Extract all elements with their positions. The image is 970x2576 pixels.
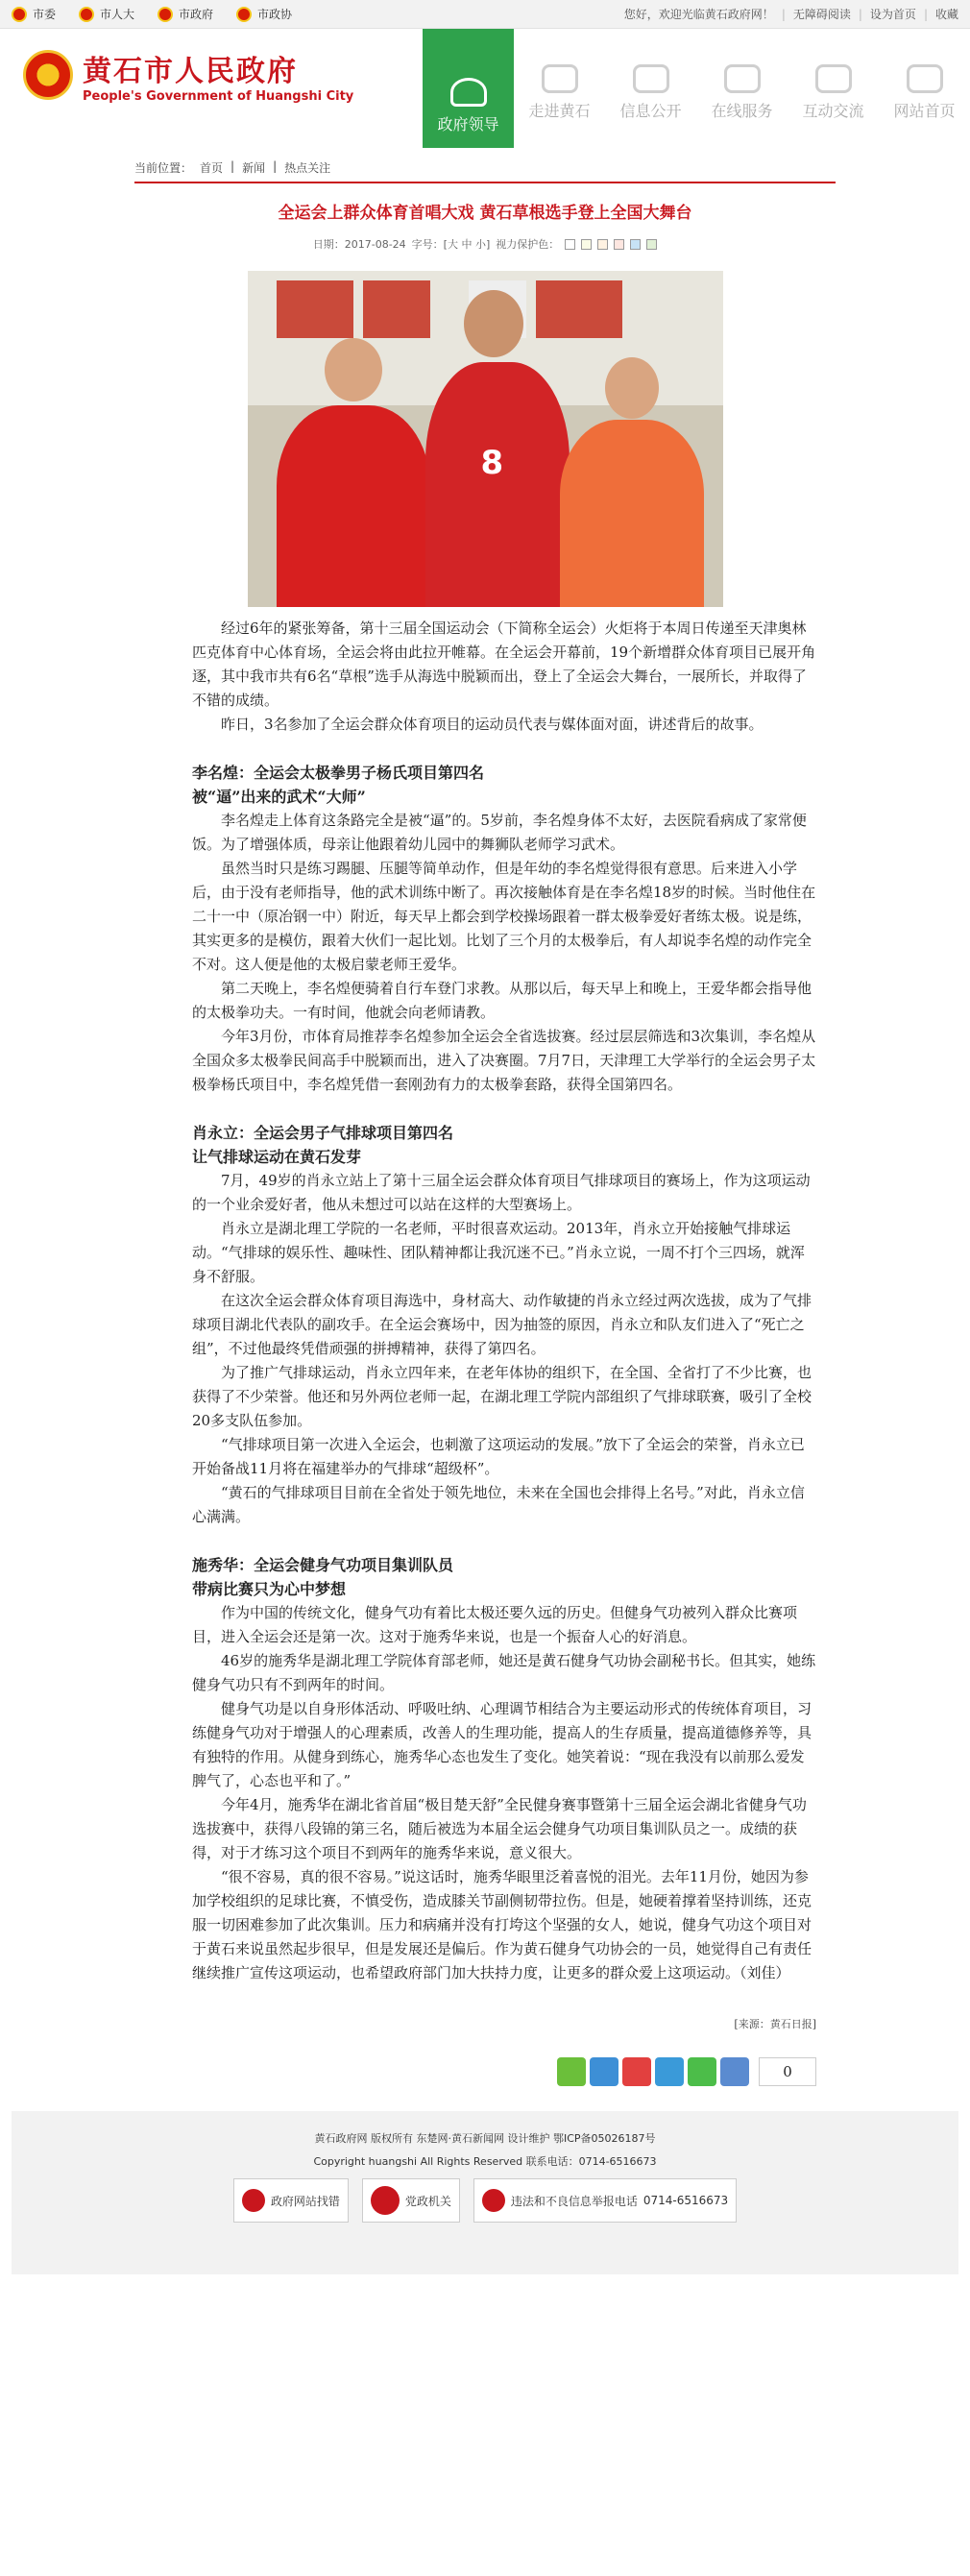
accessible-link[interactable]: 无障碍阅读 <box>792 8 851 21</box>
section-heading: 肖永立：全运会男子气排球项目第四名 <box>192 1124 454 1142</box>
section-subheading: 带病比赛只为心中梦想 <box>192 1580 347 1598</box>
paragraph: 虽然当时只是练习踢腿、压腿等简单动作，但是年幼的李名煌觉得很有意思。后来进入小学后，由于没有老师指导，他的武术训练中断了。再次接触体育是在李名煌18岁的时候。当时他住在二十一中（原冶钢一中）附近，每天早上都会到学校操场跟着一群太极拳爱好者练太极。说是练，其实更多的是模仿，跟着大伙们一起比划。比划了三个月的太极拳后，有人却说李名煌的动作完全不对。这人便是他的太极启蒙老师王爱华。 <box>192 860 816 973</box>
section-subheading: 让气排球运动在黄石发芽 <box>192 1148 362 1166</box>
share-qzone-icon[interactable] <box>590 2057 618 2086</box>
breadcrumb-home[interactable]: 首页 <box>200 161 224 175</box>
paragraph: 肖永立是湖北理工学院的一名老师，平时很喜欢运动。2013年，肖永立开始接触气排球运动。“气排球的娱乐性、趣味性、团队精神都让我沉迷不已。”肖永立说，一周不打个三四场，就浑身不舒服。 <box>192 1220 805 1285</box>
person-icon <box>450 78 487 107</box>
color-swatch-peach[interactable] <box>597 239 608 250</box>
breadcrumb-sep: | <box>273 159 278 173</box>
topbar <box>0 0 970 29</box>
welcome-text: 您好，欢迎光临黄石政府网！ <box>623 8 774 21</box>
share-renren-icon[interactable] <box>720 2057 749 2086</box>
photo-person-left <box>277 405 430 607</box>
paragraph: 作为中国的传统文化，健身气功有着比太极还要久远的历史。但健身气功被列入群众比赛项目，进入全运会还是第一次。这对于施秀华来说，也是一个振奋人心的好消息。 <box>192 1604 798 1645</box>
photo-person-center <box>425 362 570 607</box>
share-more-icon[interactable] <box>557 2057 586 2086</box>
article-title: 全运会上群众体育首唱大戏 黄石草根选手登上全国大舞台 <box>278 204 692 223</box>
photo-board <box>536 280 622 338</box>
badge-party-organ[interactable]: 党政机关 <box>362 2178 460 2223</box>
home-icon <box>907 64 943 93</box>
badge-error-report[interactable]: 政府网站找错 <box>233 2178 349 2223</box>
paragraph: 46岁的施秀华是湖北理工学院体育部老师，她还是黄石健身气功协会副秘书长。但其实，她练健身气功只有不到两年的时间。 <box>192 1652 816 1693</box>
divider: | <box>858 7 862 21</box>
paragraph: 7月，49岁的肖永立站上了第十三届全运会群众体育项目气排球项目的赛场上，作为这项运动的一个业余爱好者，他从未想过可以站在这样的大型赛场上。 <box>192 1172 811 1213</box>
nav-home[interactable]: 网站首页 <box>879 63 970 121</box>
share-weibo-icon[interactable] <box>622 2057 651 2086</box>
top-right <box>624 6 958 22</box>
share-tqq-icon[interactable] <box>655 2057 684 2086</box>
color-swatch-blue[interactable] <box>630 239 641 250</box>
paragraph: “黄石的气排球项目目前在全省处于领先地位，未来在全国也会排得上名号。”对此，肖永立信心满满。 <box>192 1484 805 1525</box>
color-swatch-cream[interactable] <box>581 239 592 250</box>
logo-text <box>83 47 353 104</box>
nav-interaction[interactable]: 互动交流 <box>788 63 879 121</box>
article-body <box>192 617 816 2086</box>
breadcrumb <box>134 159 836 182</box>
favorite-link[interactable]: 收藏 <box>934 8 958 21</box>
breadcrumb-label: 当前位置： <box>134 161 193 175</box>
article-meta <box>134 236 836 252</box>
paragraph: 李名煌走上体育这条路完全是被“逼”的。5岁前，李名煌身体不太好，去医院看病成了家常便饭。为了增强体质，母亲让他跟着幼儿园中的舞狮队老师学习武术。 <box>192 812 807 853</box>
article-photo <box>248 271 723 607</box>
section-heading: 施秀华：全运会健身气功项目集训队员 <box>192 1556 454 1574</box>
top-links <box>12 6 292 22</box>
service-icon <box>724 64 761 93</box>
top-link-party[interactable]: 市委 <box>12 6 56 22</box>
logo-en: People's Government of Huangshi City <box>83 88 354 104</box>
paragraph: 昨日，3名参加了全运会群众体育项目的运动员代表与媒体面对面，讲述背后的故事。 <box>221 716 764 733</box>
share-count: 0 <box>759 2057 816 2086</box>
photo-person-right <box>560 420 704 607</box>
photo-head <box>325 338 382 401</box>
photo-head <box>605 357 659 419</box>
set-homepage-link[interactable]: 设为首页 <box>869 8 916 21</box>
article-date: 日期：2017-08-24 <box>312 238 406 251</box>
footer-badges <box>12 2178 958 2223</box>
divider: | <box>781 7 786 21</box>
divider: | <box>923 7 928 21</box>
nav-leaders[interactable]: 政府领导 <box>423 29 514 148</box>
paragraph: 第二天晚上，李名煌便骑着自行车登门求教。从那以后，每天早上和晚上，王爱华都会指导他的太极拳功夫。一有时间，他就会向老师请教。 <box>192 980 812 1021</box>
paragraph: 为了推广气排球运动，肖永立四年来，在老年体协的组织下，在全国、全省打了不少比赛，也获得了不少荣誉。他还和另外两位老师一起，在湖北理工学院内部组织了气排球联赛，吸引了全校20多支队伍参加。 <box>192 1364 812 1429</box>
header <box>0 29 970 134</box>
chat-icon <box>815 64 852 93</box>
emblem-icon <box>158 7 173 22</box>
site-logo[interactable] <box>23 29 353 121</box>
party-organ-icon <box>371 2186 400 2215</box>
report-icon <box>482 2189 505 2212</box>
paragraph: 健身气功是以自身形体活动、呼吸吐纳、心理调节相结合为主要运动形式的传统体育项目，习练健身气功对于增强人的心理素质，改善人的生理功能，提高人的生存质量，提高道德修养等，具有独特的作用。从健身到练心，施秀华心态也发生了变化。她笑着说：“现在我没有以前那么爱发脾气了，心态也平和了。” <box>192 1700 812 1789</box>
breadcrumb-sep: | <box>230 159 235 173</box>
footer-contact: Copyright huangshi All Rights Reserved 联系电话：0714-6516673 <box>313 2155 657 2168</box>
eye-care-label: 视力保护色： <box>496 238 560 251</box>
jersey-number: 8 <box>480 444 504 482</box>
share-wechat-icon[interactable] <box>688 2057 716 2086</box>
title-divider <box>134 182 836 183</box>
magnifier-icon <box>242 2189 265 2212</box>
emblem-icon <box>79 7 94 22</box>
photo-head <box>464 290 523 357</box>
badge-report-hotline[interactable]: 违法和不良信息举报电话 0714-6516673 <box>473 2178 737 2223</box>
breadcrumb-hot[interactable]: 热点关注 <box>284 161 331 175</box>
color-swatch-pink[interactable] <box>614 239 624 250</box>
paragraph: “很不容易，真的很不容易。”说这话时，施秀华眼里泛着喜悦的泪光。去年11月份，她因为参加学校组织的足球比赛，不慎受伤，造成膝关节副侧韧带拉伤。但是，她硬着撑着坚持训练，还克服一切困难参加了此次集训。压力和病痛并没有打垮这个坚强的女人，她说，健身气功这个项目对于黄石来说虽然起步很早，但是发展还是偏后。作为黄石健身气功协会的一员，她觉得自己有责任继续推广宣传这项运动，也希望政府部门加大扶持力度，让更多的群众爱上这项运动。（刘佳） <box>192 1868 812 1981</box>
main-nav <box>423 29 970 134</box>
paragraph: 经过6年的紧张筹备，第十三届全国运动会（下简称全运会）火炬将于本周日传递至天津奥林匹克体育中心体育场，全运会将由此拉开帷幕。在全运会开幕前，19个新增群众体育项目已展开角逐，其中我市共有6名“草根”选手从海选中脱颖而出，登上了全运会大舞台，一展所长，并取得了不错的成绩。 <box>192 620 816 709</box>
paragraph: 在这次全运会群众体育项目海选中，身材高大、动作敏捷的肖永立经过两次选拔，成为了气排球项目湖北代表队的副攻手。在全运会赛场中，因为抽签的原因，肖永立和队友们进入了“死亡之组”，不过他最终凭借顽强的拼搏精神，获得了第四名。 <box>192 1292 812 1357</box>
national-emblem-icon <box>23 50 73 100</box>
footer <box>12 2111 958 2274</box>
color-swatch-white[interactable] <box>565 239 575 250</box>
building-icon <box>542 64 578 93</box>
photo-board <box>363 280 430 338</box>
paragraph: 今年4月，施秀华在湖北省首届“极目楚天舒”全民健身赛事暨第十三届全运会湖北省健身气功选拔赛中，获得八段锦的第三名，随后被选为本届全运会健身气功项目集训队员之一。成绩的获得，对于才练习这个项目不到两年的施秀华来说，意义很大。 <box>192 1796 807 1861</box>
photo-board <box>277 280 353 338</box>
breadcrumb-news[interactable]: 新闻 <box>242 161 266 175</box>
top-link-cppcc[interactable]: 市政协 <box>236 6 292 22</box>
nav-about[interactable]: 走进黄石 <box>514 63 605 121</box>
nav-services[interactable]: 在线服务 <box>696 63 788 121</box>
top-link-congress[interactable]: 市人大 <box>79 6 134 22</box>
top-link-government[interactable]: 市政府 <box>158 6 213 22</box>
document-icon <box>633 64 669 93</box>
color-swatch-green[interactable] <box>646 239 657 250</box>
emblem-icon <box>236 7 252 22</box>
logo-cn: 黄石市人民政府 <box>83 54 298 88</box>
paragraph: “气排球项目第一次进入全运会，也刺激了这项运动的发展。”放下了全运会的荣誉，肖永立已开始备战11月将在福建举办的气排球“超级杯”。 <box>192 1436 805 1477</box>
footer-copyright: 黄石政府网 版权所有 东楚网·黄石新闻网 设计维护 鄂ICP备05026187号 <box>314 2132 656 2145</box>
nav-disclosure[interactable]: 信息公开 <box>605 63 696 121</box>
article-source: [来源：黄石日报] <box>734 2018 816 2030</box>
section-heading: 李名煌：全运会太极拳男子杨氏项目第四名 <box>192 764 485 782</box>
emblem-icon <box>12 7 27 22</box>
paragraph: 今年3月份，市体育局推荐李名煌参加全运会全省选拔赛。经过层层筛选和3次集训，李名煌从全国众多太极拳民间高手中脱颖而出，进入了决赛圈。7月7日，天津理工大学举行的全运会男子太极拳杨氏项目中，李名煌凭借一套刚劲有力的太极拳套路，获得全国第四名。 <box>192 1028 816 1093</box>
article <box>134 199 836 2086</box>
share-bar <box>192 2057 816 2086</box>
section-subheading: 被“逼”出来的武术“大师” <box>192 788 366 806</box>
font-size-control[interactable]: 字号：[大 中 小] <box>411 238 491 251</box>
